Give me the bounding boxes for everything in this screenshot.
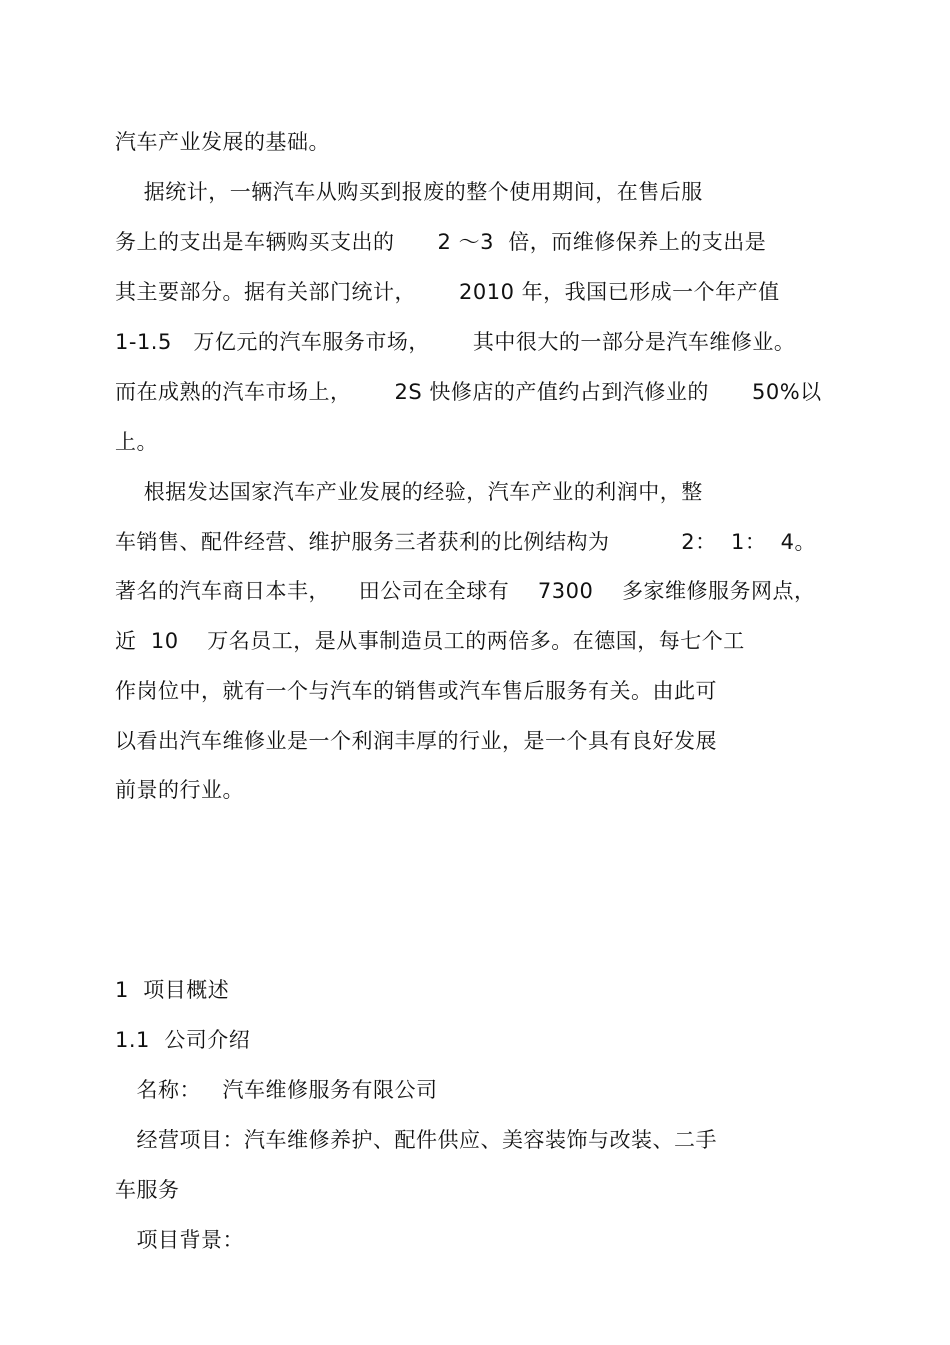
paragraph-line: 以看出汽车维修业是一个利润丰厚的行业，是一个具有良好发展 bbox=[115, 729, 717, 753]
subsection-heading: 1.1 公司介绍 bbox=[115, 1028, 251, 1052]
section-heading: 1 项目概述 bbox=[115, 978, 230, 1002]
paragraph-line: 而在成熟的汽车市场上， 2S 快修店的产值约占到汽修业的 50%以 bbox=[115, 380, 822, 404]
business-scope-line: 经营项目：汽车维修养护、配件供应、美容装饰与改装、二手 bbox=[115, 1128, 718, 1152]
paragraph-line: 1-1.5 万亿元的汽车服务市场， 其中很大的一部分是汽车维修业。 bbox=[115, 330, 796, 354]
paragraph-line: 汽车产业发展的基础。 bbox=[115, 130, 330, 154]
paragraph-line: 车销售、配件经营、维护服务三者获利的比例结构为 2： 1： 4。 bbox=[115, 530, 817, 554]
paragraph-line: 根据发达国家汽车产业发展的经验，汽车产业的利润中，整 bbox=[115, 480, 703, 504]
paragraph-line: 近 10 万名员工，是从事制造员工的两倍多。在德国，每七个工 bbox=[115, 629, 745, 653]
paragraph-line: 务上的支出是车辆购买支出的 2 ～3 倍，而维修保养上的支出是 bbox=[115, 230, 767, 254]
business-scope-line: 车服务 bbox=[115, 1178, 180, 1202]
paragraph-line: 上。 bbox=[115, 430, 158, 454]
paragraph-line: 著名的汽车商日本丰， 田公司在全球有 7300 多家维修服务网点， bbox=[115, 579, 816, 603]
paragraph-line: 据统计，一辆汽车从购买到报废的整个使用期间，在售后服 bbox=[115, 180, 703, 204]
paragraph-line: 前景的行业。 bbox=[115, 778, 244, 802]
paragraph-line: 其主要部分。据有关部门统计， 2010 年，我国已形成一个年产值 bbox=[115, 280, 780, 304]
company-name-line: 名称： 汽车维修服务有限公司 bbox=[115, 1078, 438, 1102]
project-background-label: 项目背景： bbox=[115, 1228, 245, 1252]
paragraph-line: 作岗位中，就有一个与汽车的销售或汽车售后服务有关。由此可 bbox=[115, 679, 717, 703]
